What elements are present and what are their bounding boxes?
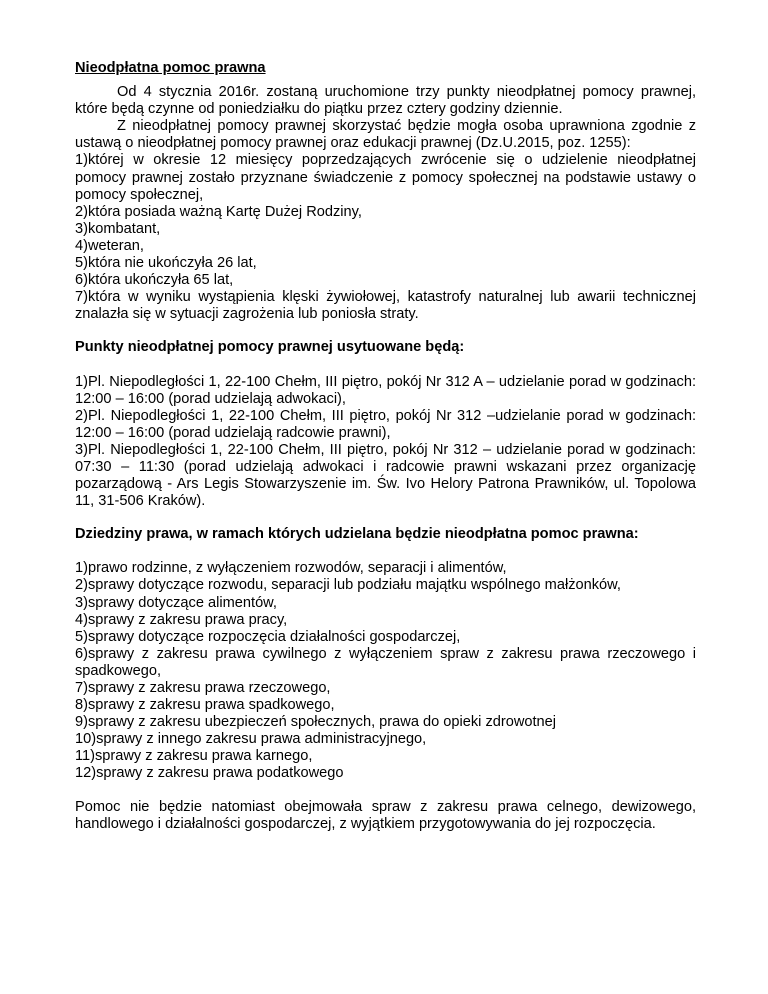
list-item: 1)której w okresie 12 miesięcy poprzedzających zwrócenie się o udzielenie nieodpłatnej pomocy prawnej zostało przyznane świadczenie z pomocy społecznej na podstawie ustawy o pomocy społecznej, <box>75 152 696 203</box>
list-item: 7)sprawy z zakresu prawa rzeczowego, <box>75 680 331 696</box>
areas-list <box>75 560 696 782</box>
list-item: 8)sprawy z zakresu prawa spadkowego, <box>75 697 335 714</box>
list-item: 2)sprawy dotyczące rozwodu, separacji lub podziału majątku wspólnego małżonków, <box>75 577 621 594</box>
list-item: 4)sprawy z zakresu prawa pracy, <box>75 611 288 628</box>
document-title: Nieodpłatna pomoc prawna <box>75 60 266 76</box>
list-item: 2)Pl. Niepodległości 1, 22-100 Chełm, III piętro, pokój Nr 312 –udzielanie porad w godzinach: 12:00 – 16:00 (porad udzielają radcowie prawni), <box>75 407 696 441</box>
list-item: 5)która nie ukończyła 26 lat, <box>75 255 257 272</box>
list-item: 6)która ukończyła 65 lat, <box>75 272 234 289</box>
list-item: 3)Pl. Niepodległości 1, 22-100 Chełm, III piętro, pokój Nr 312 – udzielanie porad w godzinach: 07:30 – 11:30 (porad udzielają adwokaci i radcowie prawni wskazani przez organizację pozarządową - Ars Legis Stowarzyszenie im. Św. Ivo Helory Patrona Prawników, ul. Topolowa 11, 31-506 Kraków). <box>75 441 696 510</box>
list-item: 12)sprawy z zakresu prawa podatkowego <box>75 765 344 782</box>
list-item: 9)sprawy z zakresu ubezpieczeń społecznych, prawa do opieki zdrowotnej <box>75 714 557 731</box>
list-item: 1)prawo rodzinne, z wyłączeniem rozwodów, separacji i alimentów, <box>75 560 507 577</box>
list-item: 10)sprawy z innego zakresu prawa administracyjnego, <box>75 731 427 748</box>
list-item: 1)Pl. Niepodległości 1, 22-100 Chełm, III piętro, pokój Nr 312 A – udzielanie porad w godzinach: 12:00 – 16:00 (porad udzielają adwokaci), <box>75 373 696 407</box>
closing-paragraph: Pomoc nie będzie natomiast obejmowała spraw z zakresu prawa celnego, dewizowego, handlowego i działalności gospodarczej, z wyjątkiem przygotowywania do jej rozpoczęcia. <box>75 798 696 832</box>
areas-heading: Dziedziny prawa, w ramach których udzielana będzie nieodpłatna pomoc prawna: <box>75 526 639 543</box>
points-heading: Punkty nieodpłatnej pomocy prawnej usytuowane będą: <box>75 339 465 356</box>
list-item: 3)sprawy dotyczące alimentów, <box>75 594 277 611</box>
list-item: 5)sprawy dotyczące rozpoczęcia działalności gospodarczej, <box>75 628 461 645</box>
points-list <box>75 374 696 511</box>
list-item: 6)sprawy z zakresu prawa cywilnego z wyłączeniem spraw z zakresu prawa rzeczowego i spadkowego, <box>75 645 696 679</box>
eligible-persons-list <box>75 152 696 323</box>
list-item: 4)weteran, <box>75 237 144 254</box>
list-item: 2)która posiada ważną Kartę Dużej Rodziny, <box>75 203 362 220</box>
list-item: 7)która w wyniku wystąpienia klęski żywiołowej, katastrofy naturalnej lub awarii technicznej znalazła się w sytuacji zagrożenia lub poniosła straty. <box>75 289 696 323</box>
document-page <box>75 60 696 833</box>
intro-paragraph: Z nieodpłatnej pomocy prawnej skorzystać będzie mogła osoba uprawniona zgodnie z ustawą o nieodpłatnej pomocy prawnej oraz edukacji prawnej (Dz.U.2015, poz. 1255): <box>75 118 696 152</box>
list-item: 3)kombatant, <box>75 220 161 237</box>
intro-paragraph: Od 4 stycznia 2016r. zostaną uruchomione trzy punkty nieodpłatnej pomocy prawnej, które będą czynne od poniedziałku do piątku przez cztery godziny dziennie. <box>75 84 696 118</box>
list-item: 11)sprawy z zakresu prawa karnego, <box>75 748 313 765</box>
